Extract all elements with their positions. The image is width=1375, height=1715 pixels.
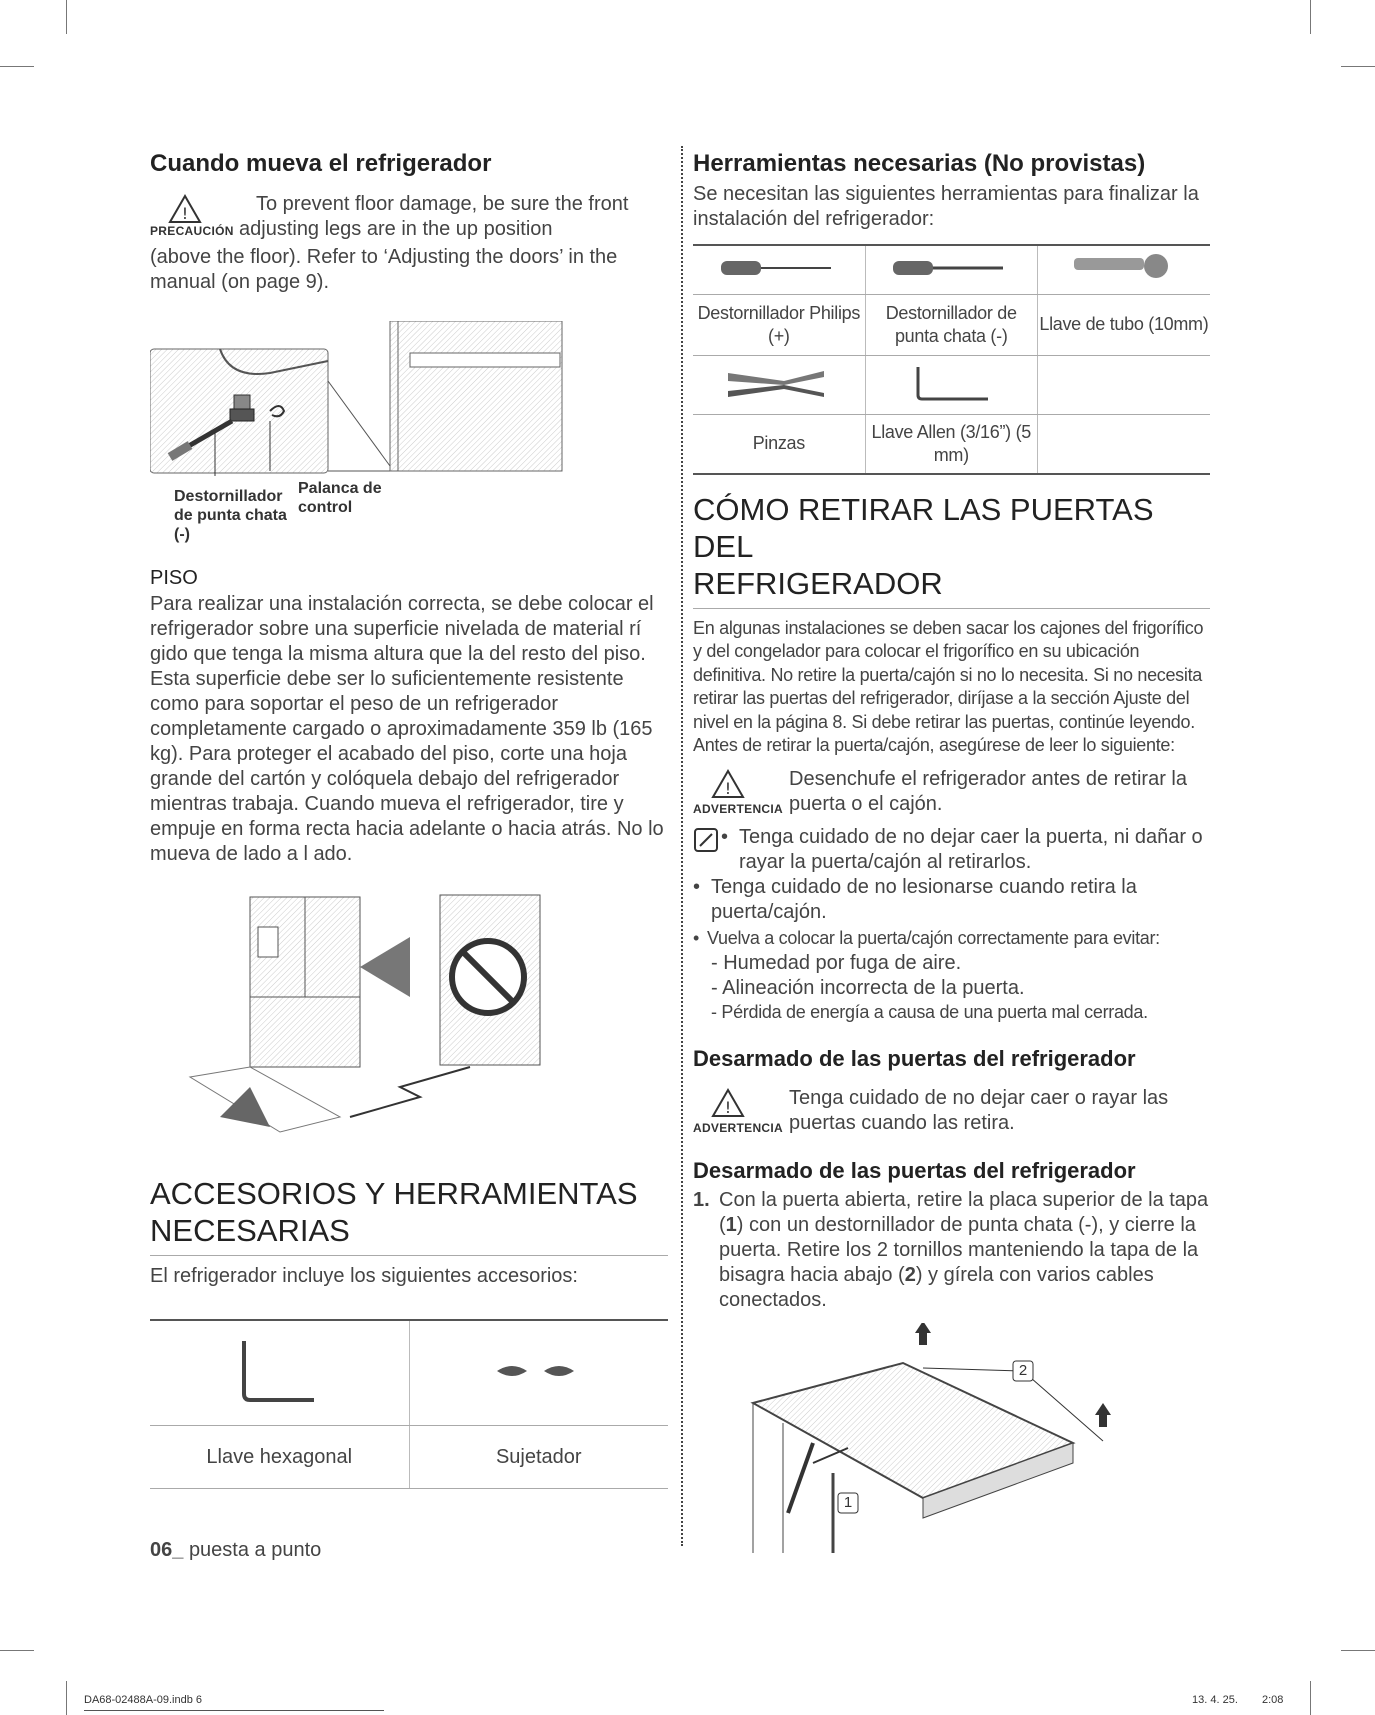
allen-key-image — [865, 356, 1037, 414]
crop-mark — [1341, 66, 1375, 67]
tools-labels-row-1 — [693, 295, 1210, 355]
pliers-image — [693, 356, 865, 414]
accessories-title-line-2: NECESARIAS — [150, 1213, 350, 1248]
dash-item-1: - Humedad por fuga de aire. — [711, 951, 962, 974]
remove-doors-title — [693, 491, 1210, 602]
hex-key-icon — [234, 1336, 324, 1406]
warning-text-2: Tenga cuidado de no dejar caer o rayar las puertas cuando las retira. — [789, 1087, 1169, 1135]
accessories-table — [150, 1321, 668, 1425]
rule — [693, 473, 1210, 475]
tool-pliers: Pinzas — [752, 433, 805, 454]
moving-figure — [150, 887, 668, 1147]
callout-2: 2 — [1018, 1362, 1028, 1380]
hinge-cover-figure — [693, 1323, 1210, 1553]
accessories-title-line-1: ACCESORIOS Y HERRAMIENTAS — [150, 1176, 638, 1211]
bullet-3: • Vuelva a colocar la puerta/cajón correctamente para evitar: — [693, 927, 1210, 950]
crop-mark — [1310, 1681, 1311, 1715]
move-refrigerator-illustration — [150, 887, 670, 1147]
socket-wrench-icon — [1064, 250, 1184, 286]
caution-line-2: adjusting legs are in the up position — [239, 218, 553, 240]
crop-mark — [0, 66, 34, 67]
step-1: 1. Con la puerta abierta, retire la placa superior de la tapa (1) con un destornillador de punta chata (-), y cierre la puerta. Retire los 2 tornillos manteniendo la tapa de la bisagra hacia abajo (2) y gírela con varios cables conectados. — [693, 1189, 1209, 1312]
section-name: puesta a punto — [188, 1539, 322, 1561]
svg-text:!: ! — [181, 204, 189, 223]
crop-mark — [1341, 1650, 1375, 1651]
crop-mark — [66, 1681, 67, 1715]
svg-text:!: ! — [724, 1098, 732, 1118]
tool-socket: Llave de tubo (10mm) — [1037, 295, 1210, 355]
warning-text-1: Desenchufe el refrigerador antes de retirar la puerta o el cajón. — [789, 768, 1187, 816]
rule — [150, 1255, 668, 1256]
moving-title: Cuando mueva el refrigerador — [150, 150, 492, 177]
tools-intro: Se necesitan las siguientes herramientas para finalizar la instalación del refrigerador: — [693, 183, 1199, 230]
accessories-labels — [150, 1426, 668, 1488]
tools-table — [693, 246, 1210, 294]
warning-label: ADVERTENCIA — [693, 802, 783, 817]
slug-date-time — [1192, 1694, 1283, 1706]
accessory-fastener: Sujetador — [409, 1426, 668, 1488]
step-number: 1. — [693, 1189, 710, 1212]
dash-item-3: - Pérdida de energía a causa de una puerta mal cerrada. — [711, 1001, 1148, 1022]
tool-philips: Destornillador Philips (+) — [697, 302, 861, 346]
warning-triangle-icon — [711, 1088, 745, 1118]
accessories-title — [150, 1175, 668, 1249]
bullet-2: • Tenga cuidado de no lesionarse cuando retira la puerta/cajón. — [693, 875, 1210, 925]
slug-rule — [84, 1710, 384, 1711]
remove-doors-title-line-1: CÓMO RETIRAR LAS PUERTAS DEL — [693, 492, 1154, 564]
tool-flat: Destornillador de punta chata (-) — [865, 295, 1037, 355]
right-column — [693, 150, 1210, 1553]
caution-label: PRECAUCIÓN — [150, 224, 234, 238]
warning-block-1 — [693, 767, 1210, 817]
philips-screwdriver-icon — [719, 258, 839, 278]
accessory-hex-key: Llave hexagonal — [206, 1445, 353, 1468]
note-icon — [693, 827, 719, 853]
tools-images-row-2 — [693, 356, 1210, 414]
bullet-1: • Tenga cuidado de no dejar caer la puerta, ni dañar o rayar la puerta/cajón al retirarlos. — [693, 825, 1210, 875]
tool-empty — [1037, 415, 1210, 473]
slug-date: 13. 4. 25. — [1192, 1694, 1238, 1706]
floor-title: PISO — [150, 567, 198, 589]
philips-screwdriver-image — [693, 246, 865, 294]
crop-mark — [0, 1650, 34, 1651]
fastener-icon — [489, 1356, 589, 1386]
warning-label: ADVERTENCIA — [693, 1121, 783, 1136]
socket-wrench-image — [1037, 246, 1210, 294]
accessories-intro: El refrigerador incluye los siguientes accesorios: — [150, 1265, 578, 1287]
tools-title: Herramientas necesarias (No provistas) — [693, 150, 1146, 177]
warning-triangle-icon — [711, 769, 745, 799]
flat-screwdriver-image — [865, 246, 1037, 294]
tools-labels-row-2 — [693, 415, 1210, 473]
caution-line-1: To prevent floor damage, be sure the front — [256, 193, 629, 215]
flat-screwdriver-icon — [891, 258, 1011, 278]
left-column — [150, 150, 668, 1562]
hinge-cover-illustration — [693, 1323, 1210, 1553]
rule — [693, 608, 1210, 609]
empty-cell — [1037, 356, 1210, 414]
page-number: 06_ — [150, 1539, 184, 1561]
remove-doors-title-line-2: REFRIGERADOR — [693, 566, 943, 601]
allen-key-icon — [906, 363, 996, 403]
screwdriver-label: Destornillador de punta chata (-) — [174, 488, 287, 543]
slug-file: DA68-02488A-09.indb 6 — [84, 1694, 203, 1706]
crop-mark — [1310, 0, 1311, 34]
hex-key-image — [150, 1321, 409, 1425]
pliers-icon — [724, 363, 834, 403]
crop-mark — [66, 0, 67, 34]
svg-text:!: ! — [724, 779, 732, 799]
slug-time: 2:08 — [1262, 1694, 1284, 1706]
remove-doors-text: En algunas instalaciones se deben sacar los cajones del frigorífico y del congelador para colocar el frigorífico en su ubicación definitiva. No retire la puerta/cajón si no lo necesita. Si no necesita retirar las puertas del refrigerador, diríjase a la sección Ajuste del nivel en la página 8. Si debe retirar las puertas, continúe leyendo. Antes de retirar la puerta/cajón, asegúrese de leer lo siguiente: — [693, 618, 1204, 756]
page-footer — [150, 1539, 668, 1562]
fastener-image — [409, 1321, 668, 1425]
disassembly-title: Desarmado de las puertas del refrigerador — [693, 1046, 1136, 1072]
caution-continued: (above the floor). Refer to ‘Adjusting the doors’ in the manual (on page 9). — [150, 246, 618, 293]
bullet-text-3: Vuelva a colocar la puerta/cajón correctamente para evitar: — [707, 928, 1160, 949]
warning-block-2 — [693, 1086, 1210, 1136]
leveling-leg-figure — [150, 321, 668, 561]
floor-text: Para realizar una instalación correcta, se debe colocar el refrigerador sobre una superficie nivelada de material rí gido que tenga la misma altura que la del resto del piso. Esta superficie debe ser lo suficientemente resistente como para soportar el peso de un refrigerador completamente cargado o aproximadamente 359 lb (165 kg). Para proteger el acabado del piso, corte una hoja grande del cartón y colóquela debajo del refrigerador mientras trabaja. Cuando mueva el refrigerador, tire y empuje en forma recta hacia adelante o hacia atrás. No lo mueva de lado a l ado. — [150, 593, 664, 865]
bullet-text-1: Tenga cuidado de no dejar caer la puerta, ni dañar o rayar la puerta/cajón al retirarlos. — [739, 826, 1203, 874]
disassembly-title-2: Desarmado de las puertas del refrigerador — [693, 1158, 1136, 1184]
tool-allen: Llave Allen (3/16”) (5 mm) — [865, 415, 1037, 473]
rule — [150, 1488, 668, 1489]
bullet-text-2: Tenga cuidado de no lesionarse cuando retira la puerta/cajón. — [711, 876, 1137, 924]
callout-1: 1 — [843, 1494, 853, 1512]
dash-item-2: - Alineación incorrecta de la puerta. — [711, 976, 1025, 999]
caution-block — [150, 192, 668, 242]
column-divider — [681, 146, 683, 1546]
control-lever-label: Palanca de control — [298, 480, 382, 516]
